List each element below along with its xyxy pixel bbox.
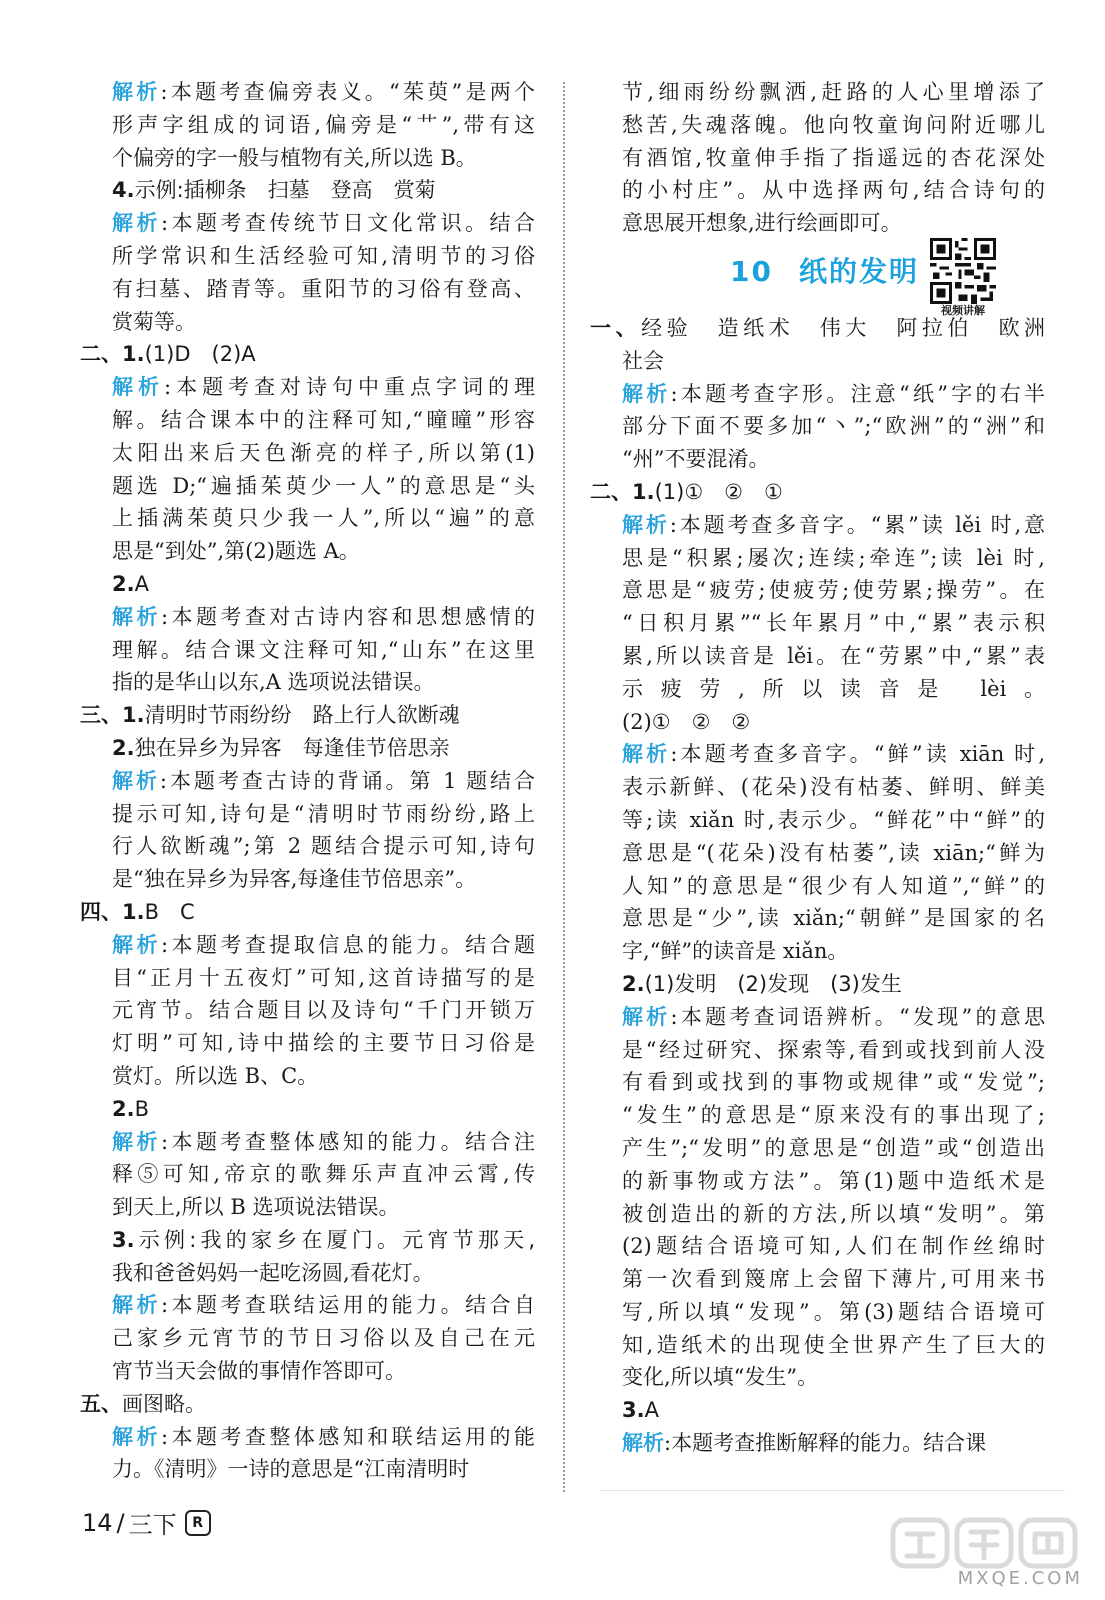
text-line [590,1296,1045,1329]
text-line [80,699,535,732]
text-line [590,1263,1045,1296]
analysis-tag: 解析 [622,1431,664,1456]
line-text: 赏灯。所以选 B、C。 [112,1063,319,1088]
line-text: 赏菊等。 [112,309,196,334]
text-line [80,207,535,240]
line-text: 写,所以填“发现”。第(3)题结合语境可 [622,1299,1045,1324]
line-text: 有看到或找到的事物或规律”或“发觉”; [622,1070,1045,1095]
text-line [590,1066,1045,1099]
answer-text: (1)① ② ① [654,479,783,504]
answer-text: 经验 造纸术 伟大 阿拉伯 欧洲 [641,315,1045,340]
line-text: 社会 [622,348,664,373]
text-line [80,76,535,109]
line-text: 示疲劳,所以读音是 lèi。 [622,676,1045,701]
text-line [590,76,1045,109]
text-line [590,1198,1045,1231]
text-line [80,470,535,503]
line-text: 形声字组成的词语,偏旁是“艹”,带有这 [112,112,535,137]
line-text: :本题考查提取信息的能力。结合题 [160,932,535,957]
text-line [590,476,1045,509]
line-text: 解。结合课本中的注释可知,“曈曈”形容 [112,407,535,432]
answer-text: B C [144,899,195,924]
text-line [590,1230,1045,1263]
text-line [80,568,535,601]
line-text: :本题考查偏旁表义。“茱萸”是两个 [160,80,535,104]
analysis-tag: 解析 [112,1293,161,1318]
line-text: 到天上,所以 B 选项说法错误。 [112,1195,400,1220]
answer-text: 清明时节雨纷纷 路上行人欲断魂 [144,703,460,728]
question-number: 五、 [80,1391,122,1416]
question-number: 2. [622,971,645,996]
text-line [590,142,1045,175]
answer-text: 画图略。 [122,1391,206,1416]
text-line [590,902,1045,935]
line-text: :本题考查多音字。“鲜”读 xiān 时, [670,742,1045,767]
text-line [80,798,535,831]
analysis-tag: 解析 [622,1004,671,1029]
line-text: “州”不要混淆。 [622,447,770,472]
analysis-tag: 解析 [112,768,160,793]
text-line [80,830,535,863]
text-line [590,574,1045,607]
text-line [80,306,535,339]
answer-text: 独在异乡为异客 每逢佳节倍思亲 [134,735,450,760]
line-text: 力。《清明》一诗的意思是“江南清明时 [112,1457,470,1482]
analysis-tag: 解析 [112,1129,161,1154]
analysis-tag: 解析 [622,381,671,406]
line-text: 意思是“(花朵)没有枯萎”,读 xiān;“鲜为 [622,840,1045,865]
line-text: 知,造纸术的出现使全世界产生了巨大的 [622,1332,1045,1357]
text-line [590,738,1045,771]
right-top-text [590,76,1045,240]
line-text: 被创造出的新的方法,所以填“发明”。第 [622,1201,1045,1226]
text-line [80,666,535,699]
text-line [80,863,535,896]
line-text: 元宵节。结合题目以及诗句“千门开锁万 [112,998,535,1023]
analysis-tag: 解析 [112,932,161,957]
text-line [590,1034,1045,1067]
analysis-tag: 解析 [622,742,671,767]
text-line [80,1093,535,1126]
question-number: 二、1. [80,342,145,367]
line-text: 思是“积累;屡次;连续;牵连”;读 lèi 时, [622,545,1045,570]
text-line [590,1361,1045,1394]
line-text: :本题考查对诗句中重点字词的理 [164,375,535,400]
text-line [590,1329,1045,1362]
answer-text: 示例:我的家乡在厦门。元宵节那天, [134,1227,535,1252]
text-line [590,870,1045,903]
line-text: 的新事物或方法”。第(1)题中造纸术是 [622,1168,1045,1193]
text-line [590,1001,1045,1034]
line-text: 指的是华山以东,A 选项说法错误。 [112,670,435,695]
text-line [590,706,1045,739]
line-text: 所学常识和生活经验可知,清明节的习俗 [112,243,535,268]
text-line [80,1257,535,1290]
text-line [590,1099,1045,1132]
line-text: :本题考查字形。注意“纸”字的右半 [670,381,1045,406]
text-line [590,771,1045,804]
text-line [590,1394,1045,1427]
footer-rule [600,1490,1065,1491]
text-line [80,1060,535,1093]
right-bottom-text [590,312,1045,1460]
text-line [80,1126,535,1159]
lesson-name: 纸的发明 [798,254,919,288]
page-number: 14 [82,1508,113,1537]
text-line [80,1027,535,1060]
page-footer [82,1505,211,1540]
edition-badge: R [185,1510,211,1536]
text-line [590,410,1045,443]
qr-code-icon[interactable] [930,238,996,304]
grade-label: 三下 [128,1511,177,1539]
text-line [80,273,535,306]
answer-text: B [134,1096,150,1121]
lesson-title [730,250,919,290]
line-text: 目“正月十五夜灯”可知,这首诗描写的是 [112,965,535,990]
line-text: 愁苦,失魂落魄。他向牧童询问附近哪儿 [622,112,1045,137]
line-text: :本题考查对古诗内容和思想感情的 [160,604,535,629]
question-number: 三、1. [80,703,145,728]
lesson-header [590,240,1045,317]
answer-text: (1)D (2)A [144,342,256,367]
line-text: 己家乡元宵节的节日习俗以及自己在元 [112,1326,535,1351]
line-text: (2)题结合语境可知,人们在制作丝绵时 [622,1234,1045,1259]
text-line [590,345,1045,378]
line-text: 表示新鲜、(花朵)没有枯萎、鲜明、鲜美 [622,775,1045,800]
text-line [590,968,1045,1001]
line-text: (2)① ② ② [622,709,751,734]
line-text: 有酒馆,牧童伸手指了指遥远的杏花深处 [622,145,1045,170]
lesson-number: 10 [730,254,773,288]
text-line [80,142,535,175]
text-line [80,502,535,535]
text-line [590,640,1045,673]
text-line [590,1132,1045,1165]
text-line [80,1421,535,1454]
line-text: 意思是“疲劳;使疲劳;使劳累;操劳”。在 [622,578,1045,603]
line-text: 有扫墓、踏青等。重阳节的习俗有登高、 [112,276,535,301]
line-text: :本题考查古诗的背诵。第 1 题结合 [159,768,535,793]
text-line [80,896,535,929]
line-text: 个偏旁的字一般与植物有关,所以选 B。 [112,145,477,170]
text-line [590,673,1045,706]
line-text: 的小村庄”。从中选择两句,结合诗句的 [622,178,1045,203]
text-line [80,240,535,273]
line-text: 灯明”可知,诗中描绘的主要节日习俗是 [112,1031,535,1056]
text-line [80,732,535,765]
text-line [80,371,535,404]
text-line [80,1388,535,1421]
analysis-tag: 解析 [112,375,164,400]
text-line [80,994,535,1027]
line-text: 等;读 xiǎn 时,表示少。“鲜花”中“鲜”的 [622,807,1045,832]
text-line [590,607,1045,640]
text-line [590,174,1045,207]
question-number: 4. [112,178,135,203]
answer-text: 示例:插柳条 扫墓 登高 赏菊 [134,178,436,203]
text-line [80,1289,535,1322]
line-text: 意思是“少”,读 xiǎn;“朝鲜”是国家的名 [622,906,1045,931]
qr-label: 视频讲解 [941,303,985,317]
line-text: :本题考查传统节日文化常识。结合 [160,211,535,236]
text-line [590,378,1045,411]
question-number: 2. [112,1096,135,1121]
question-number: 四、1. [80,899,145,924]
footer-slash: / [116,1508,125,1537]
text-line [80,437,535,470]
line-text: 累,所以读音是 lěi。在“劳累”中,“累”表 [622,643,1045,668]
text-line [80,634,535,667]
text-line [80,109,535,142]
line-text: 宵节当天会做的事情作答即可。 [112,1359,406,1384]
line-text: “发生”的意思是“原来没有的事出现了; [622,1103,1045,1128]
text-line [80,929,535,962]
text-line [590,109,1045,142]
text-line [590,935,1045,968]
line-text: 第一次看到篾席上会留下薄片,可用来书 [622,1267,1045,1292]
text-line [590,804,1045,837]
question-number: 2. [112,735,135,760]
text-line [80,1355,535,1388]
line-text: 思是“到处”,第(2)题选 A。 [112,539,360,564]
line-text: 是“独在异乡为异客,每逢佳节倍思亲”。 [112,867,477,892]
question-number: 2. [112,571,135,596]
column-divider [563,82,565,1492]
watermark-text: MXQE.COM [957,1568,1083,1589]
answer-text: A [644,1398,659,1423]
text-line [80,962,535,995]
text-line [80,174,535,207]
text-line [590,542,1045,575]
line-text: 意思展开想象,进行绘画即可。 [622,211,902,236]
line-text: 太阳出来后天色渐亮的样子,所以第(1) [112,440,535,465]
line-text: :本题考查联结运用的能力。结合自 [160,1293,535,1318]
line-text: “日积月累”“长年累月”中,“累”表示积 [622,611,1045,636]
line-text: 题选 D;“遍插茱萸少一人”的意思是“头 [112,473,535,498]
analysis-tag: 解析 [112,80,161,104]
line-text: 释⑤可知,帝京的歌舞乐声直冲云霄,传 [112,1162,535,1187]
text-line [80,1453,535,1486]
text-line [80,1191,535,1224]
question-number: 3. [112,1227,135,1252]
answer-text: A [134,571,149,596]
line-text: 节,细雨纷纷飘洒,赶路的人心里增添了 [622,80,1045,104]
line-text: 理解。结合课文注释可知,“山东”在这里 [112,637,535,662]
line-text: 人知”的意思是“很少有人知道”,“鲜”的 [622,873,1045,898]
line-text: 产生”;“发明”的意思是“创造”或“创造出 [622,1135,1045,1160]
text-line [590,1165,1045,1198]
text-line [80,1158,535,1191]
analysis-tag: 解析 [622,512,670,537]
line-text: :本题考查整体感知的能力。结合注 [160,1129,535,1154]
line-text: 是“经过研究、探索等,看到或找到前人没 [622,1037,1045,1062]
text-line [590,443,1045,476]
text-line [80,1322,535,1355]
line-text: 提示可知,诗句是“清明时节雨纷纷,路上 [112,801,535,826]
analysis-tag: 解析 [112,604,161,629]
line-text: :本题考查整体感知和联结运用的能 [160,1424,535,1449]
line-text: 上插满茱萸只少我一人”,所以“遍”的意 [112,506,535,531]
right-column [590,76,1045,1460]
analysis-tag: 解析 [112,211,161,236]
text-line [590,207,1045,240]
text-line [590,837,1045,870]
text-line [80,765,535,798]
analysis-tag: 解析 [112,1424,161,1449]
line-text: 字,“鲜”的读音是 xiǎn。 [622,939,849,964]
text-line [590,509,1045,542]
text-line [590,1427,1045,1460]
left-column [80,76,535,1486]
text-line [80,535,535,568]
question-number: 二、1. [590,479,655,504]
line-text: 变化,所以填“发生”。 [622,1365,819,1390]
text-line [80,404,535,437]
text-line [80,1224,535,1257]
line-text: :本题考查多音字。“累”读 lěi 时,意 [669,512,1045,537]
text-line [80,338,535,371]
line-text: 我和爸爸妈妈一起吃汤圆,看花灯。 [112,1260,434,1285]
answer-text: (1)发明 (2)发现 (3)发生 [644,971,902,996]
line-text: :本题考查词语辨析。“发现”的意思 [670,1004,1045,1029]
question-number: 3. [622,1398,645,1423]
line-text: 行人欲断魂”;第 2 题结合提示可知,诗句 [112,834,535,859]
line-text: 部分下面不要多加“丶”;“欧洲”的“洲”和 [622,414,1045,439]
line-text: :本题考查推断解释的能力。结合课 [664,1431,987,1456]
question-number: 一、 [590,315,642,340]
text-line [80,601,535,634]
